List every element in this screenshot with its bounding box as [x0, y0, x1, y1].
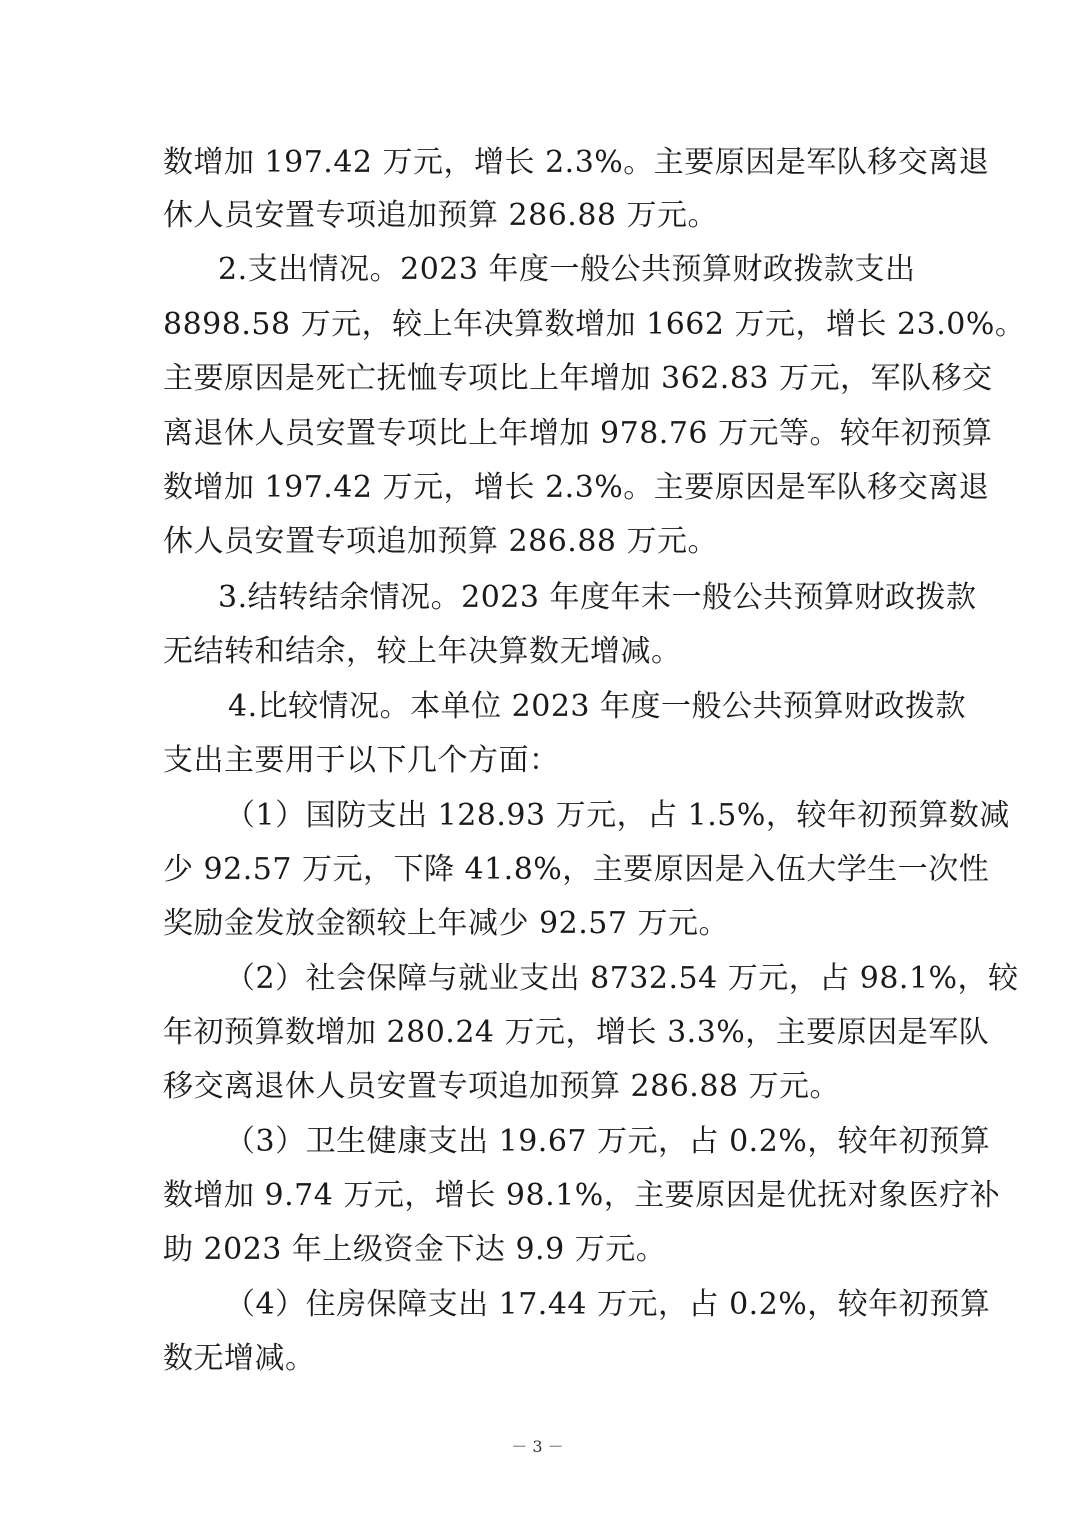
list-item-line: （3）卫生健康支出 19.67 万元，占 0.2%，较年初预算: [225, 1124, 991, 1159]
text-line: 数增加 197.42 万元，增长 2.3%。主要原因是军队移交离退: [163, 470, 990, 505]
text-line: 支出主要用于以下几个方面：: [163, 743, 560, 778]
list-item-line: （4）住房保障支出 17.44 万元，占 0.2%，较年初预算: [225, 1287, 991, 1322]
text-line: 休人员安置专项追加预算 286.88 万元。: [163, 524, 719, 559]
list-item-line: （2）社会保障与就业支出 8732.54 万元，占 98.1%，较: [225, 961, 1019, 996]
text-line: 8898.58 万元，较上年决算数增加 1662 万元，增长 23.0%。: [163, 307, 1026, 342]
text-line: 数增加 197.42 万元，增长 2.3%。主要原因是军队移交离退: [163, 145, 990, 180]
paragraph-heading-line: 2.支出情况。2023 年度一般公共预算财政拨款支出: [218, 252, 916, 287]
text-line: 奖励金发放金额较上年减少 92.57 万元。: [163, 906, 729, 941]
text-line: 少 92.57 万元，下降 41.8%，主要原因是入伍大学生一次性: [163, 852, 990, 887]
paragraph-heading-line: 4.比较情况。本单位 2023 年度一般公共预算财政拨款: [228, 689, 967, 724]
paragraph-heading-line: 3.结转结余情况。2023 年度年末一般公共预算财政拨款: [218, 580, 977, 615]
text-line: 年初预算数增加 280.24 万元，增长 3.3%，主要原因是军队: [163, 1015, 990, 1050]
text-line: 数增加 9.74 万元，增长 98.1%，主要原因是优抚对象医疗补: [163, 1178, 1001, 1213]
text-line: 主要原因是死亡抚恤专项比上年增加 362.83 万元，军队移交: [163, 361, 993, 396]
text-line: 无结转和结余，较上年决算数无增减。: [163, 634, 682, 669]
text-line: 数无增减。: [163, 1341, 316, 1376]
text-line: 休人员安置专项追加预算 286.88 万元。: [163, 198, 719, 233]
text-line: 离退休人员安置专项比上年增加 978.76 万元等。较年初预算: [163, 416, 993, 451]
text-line: 移交离退休人员安置专项追加预算 286.88 万元。: [163, 1069, 841, 1104]
text-line: 助 2023 年上级资金下达 9.9 万元。: [163, 1232, 667, 1267]
list-item-line: （1）国防支出 128.93 万元，占 1.5%，较年初预算数减: [225, 798, 1010, 833]
page-number: － 3 －: [511, 1437, 564, 1456]
